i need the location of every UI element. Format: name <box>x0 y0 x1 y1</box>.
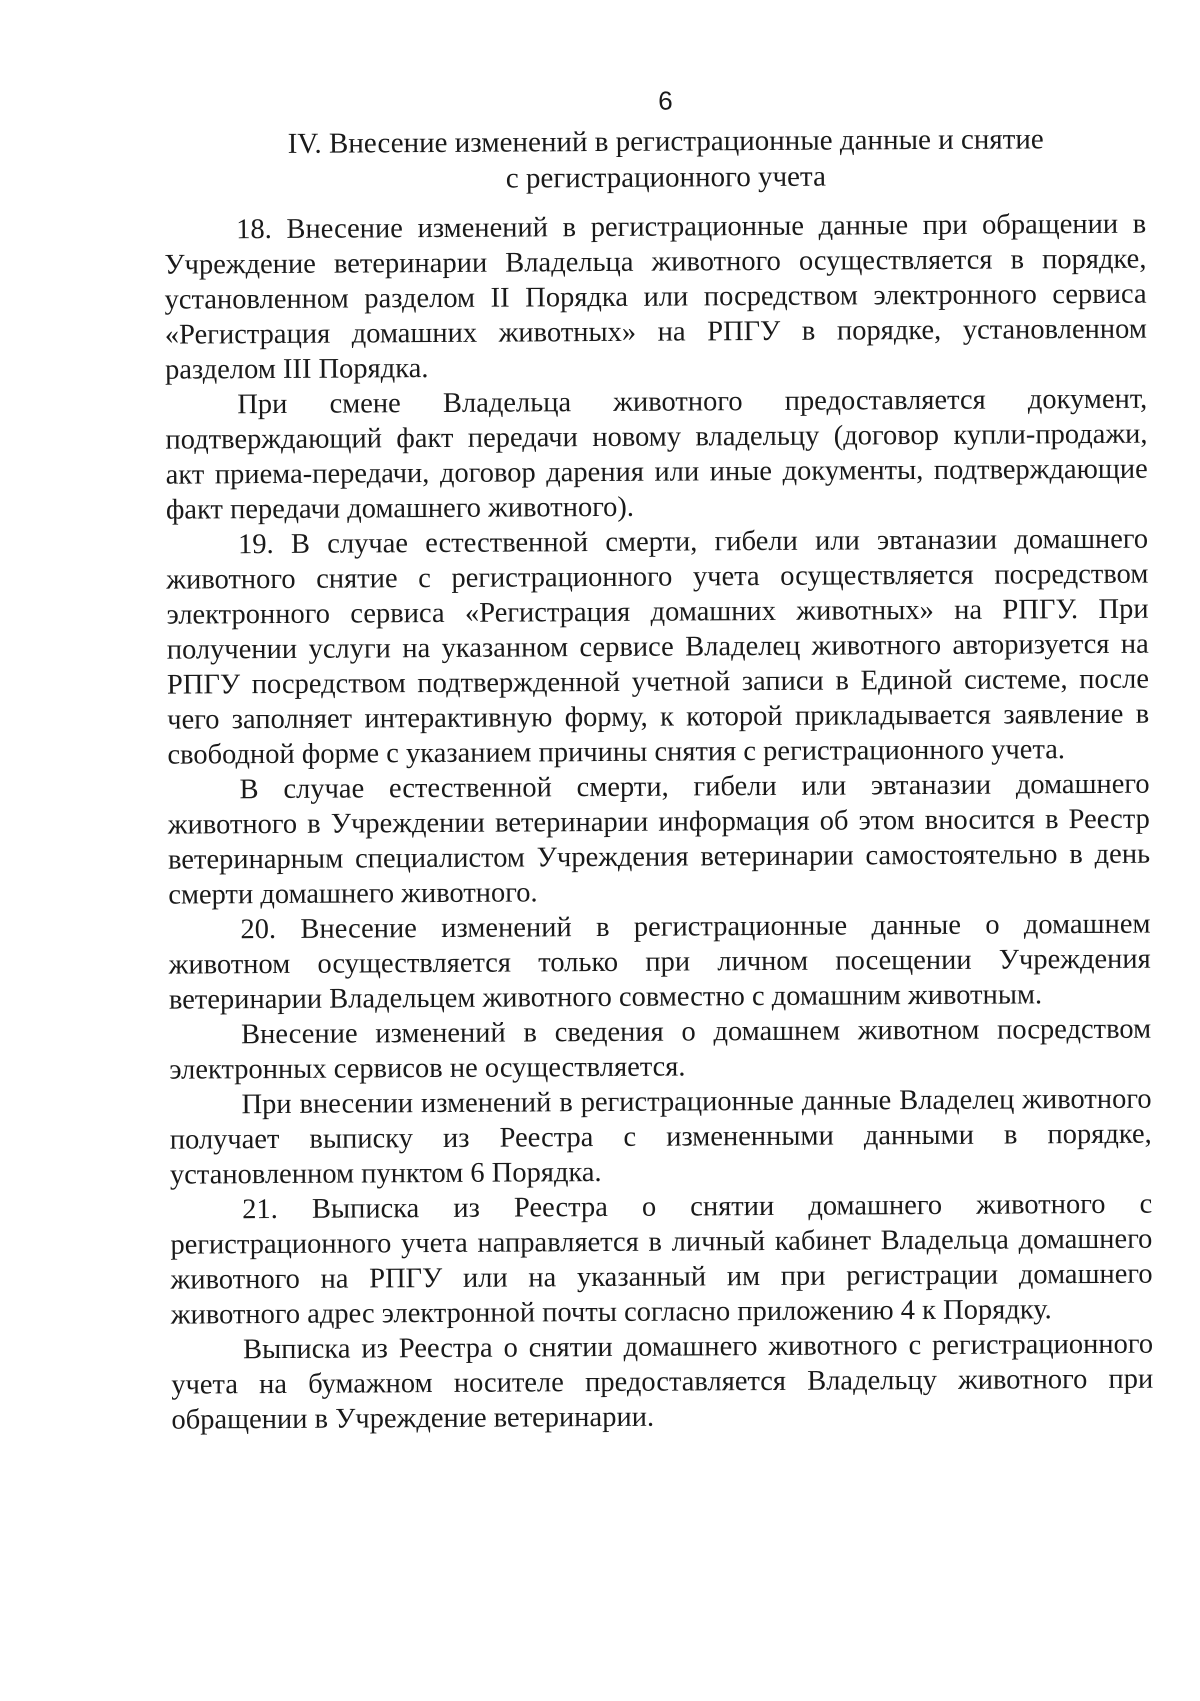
section-title-line-1: IV. Внесение изменений в регистрационные данные и снятие <box>287 123 1044 160</box>
document-body <box>164 207 1153 1438</box>
section-title <box>0 119 1200 199</box>
paragraph-no-electronic-changes: Внесение изменений в сведения о домашнем животном посредством электронных сервисов не осуществляется. <box>169 1013 1152 1086</box>
paragraph-18: 18. Внесение изменений в регистрационные данные при обращении в Учреждение ветеринарии Владельца животного осуществляется в порядке, установленном разделом II Порядка или посредством электронного сервиса «Регистрация домашних животных» на РПГУ в порядке, установленном разделом III Порядка. <box>164 208 1147 386</box>
paragraph-registry-extract: При внесении изменений в регистрационные данные Владелец животного получает выписку из Реестра с измененными данными в порядке, установленном пунктом 6 Порядка. <box>169 1083 1152 1191</box>
paragraph-paper-extract: Выписка из Реестра о снятии домашнего животного с регистрационного учета на бумажном носителе предоставляется Владельцу животного при обращении в Учреждение ветеринарии. <box>171 1328 1154 1436</box>
paragraph-owner-change: При смене Владельца животного предоставляется документ, подтверждающий факт передачи новому владельцу (договор купли-продажи, акт приема-передачи, договор дарения или иные документы, подтверждающие факт передачи домашнего животного). <box>165 383 1148 526</box>
paragraph-death-in-clinic: В случае естественной смерти, гибели или эвтаназии домашнего животного в Учреждении ветеринарии информация об этом вносится в Реестр ветеринарным специалистом Учреждения ветеринарии самостоятельно в день смерти домашнего животного. <box>167 768 1151 911</box>
section-title-line-2: с регистрационного учета <box>505 160 827 195</box>
paragraph-21: 21. Выписка из Реестра о снятии домашнего животного с регистрационного учета направляется в личный кабинет Владельца домашнего животного на РПГУ или на указанный им при регистрации домашнего животного адрес электронной почты согласно приложению 4 к Порядку. <box>170 1188 1153 1331</box>
page-number: 6 <box>658 85 673 116</box>
paragraph-19: 19. В случае естественной смерти, гибели или эвтаназии домашнего животного снятие с регистрационного учета осуществляется посредством электронного сервиса «Регистрация домашних животных» на РПГУ. При получении услуги на указанном сервисе Владелец животного авторизуется на РПГУ посредством подтвержденной учетной записи в Единой системе, после чего заполняет интерактивную форму, к которой прикладывается заявление в свободной форме с указанием причины снятия с регистрационного учета. <box>166 523 1150 771</box>
paragraph-20: 20. Внесение изменений в регистрационные данные о домашнем животном осуществляется только при личном посещении Учреждения ветеринарии Владельцем животного совместно с домашним животным. <box>168 908 1151 1016</box>
